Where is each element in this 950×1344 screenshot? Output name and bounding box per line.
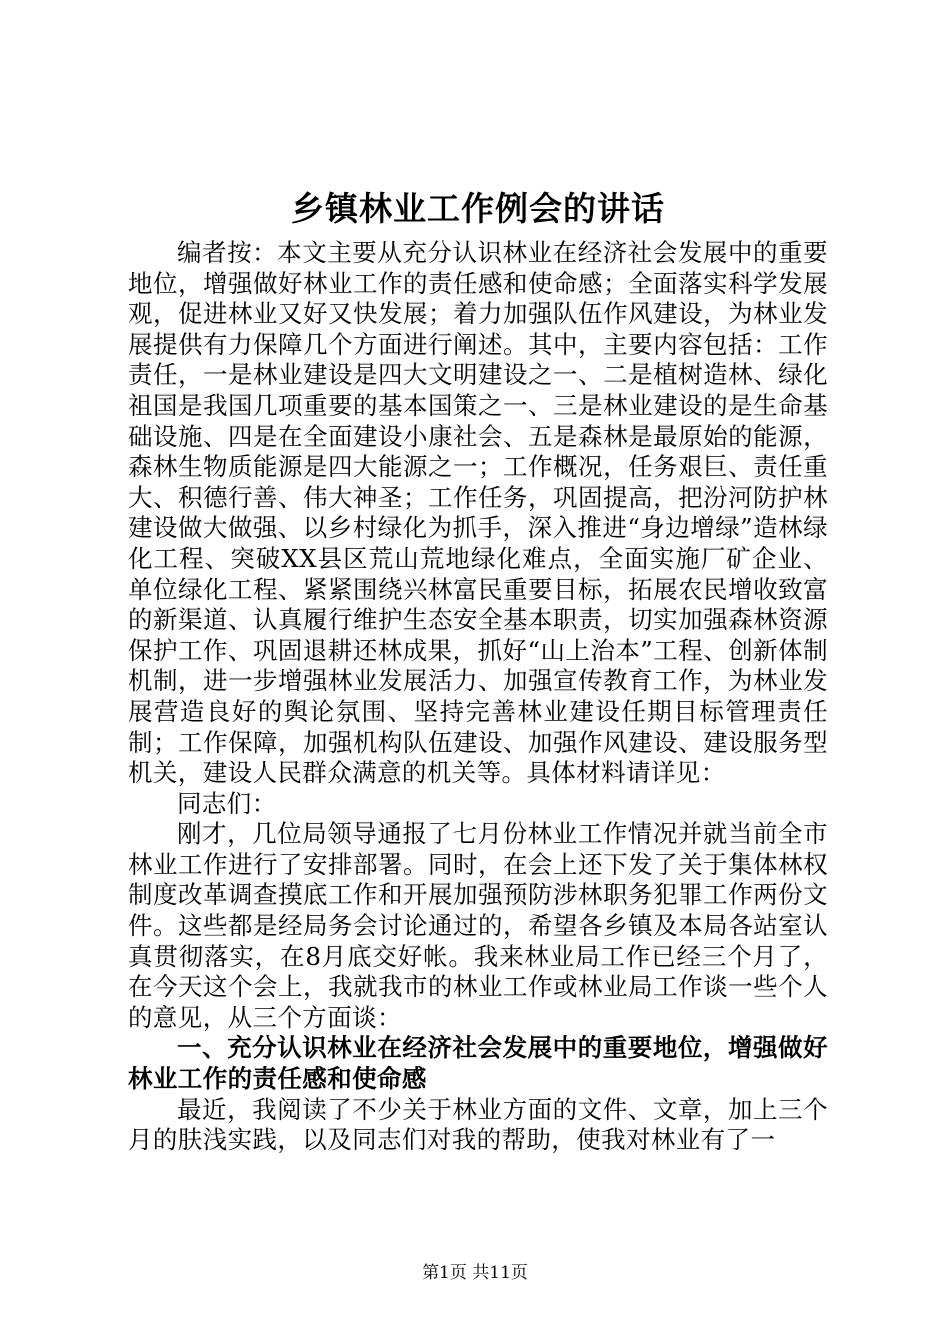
opening-paragraph: 刚才，几位局领导通报了七月份林业工作情况并就当前全市林业工作进行了安排部署。同时，在会上还下发了关于集体林权制度改革调查摸底工作和开展加强预防涉林职务犯罪工作两份文件。这些都是经局务会讨论通过的，希望各乡镇及本局各站室认真贯彻落实，在8月底交好帐。我来林业局工作已经三个月了，在今天这个会上，我就我市的林业工作或林业局工作谈一些个人的意见，从三个方面谈： [128,819,828,1032]
section-paragraph: 最近，我阅读了不少关于林业方面的文件、文章，加上三个月的肤浅实践，以及同志们对我的帮助，使我对林业有了一 [128,1094,828,1155]
page-footer: 第1页 共11页 [422,1263,528,1283]
document-body [128,182,828,1156]
document-title: 乡镇林业工作例会的讲话 [291,189,665,228]
salutation-paragraph: 同志们： [177,788,277,818]
editor-note-paragraph: 编者按：本文主要从充分认识林业在经济社会发展中的重要地位，增强做好林业工作的责任感和使命感；全面落实科学发展观，促进林业又好又快发展；着力加强队伍作风建设，为林业发展提供有力保障几个方面进行阐述。其中，主要内容包括：工作责任，一是林业建设是四大文明建设之一、二是植树造林、绿化祖国是我国几项重要的基本国策之一、三是林业建设的是生命基础设施、四是在全面建设小康社会、五是森林是最原始的能源，森林生物质能源是四大能源之一；工作概况，任务艰巨、责任重大、积德行善、伟大神圣；工作任务，巩固提高，把汾河防护林建设做大做强、以乡村绿化为抓手，深入推进“身边增绿”造林绿化工程、突破XX县区荒山荒地绿化难点，全面实施厂矿企业、单位绿化工程、紧紧围绕兴林富民重要目标，拓展农民增收致富的新渠道、认真履行维护生态安全基本职责，切实加强森林资源保护工作、巩固退耕还林成果，抓好“山上治本”工程、创新体制机制，进一步增强林业发展活力、加强宣传教育工作，为林业发展营造良好的舆论氛围、坚持完善林业建设任期目标管理责任制；工作保障，加强机构队伍建设、加强作风建设、建设服务型机关，建设人民群众满意的机关等。具体材料请详见： [128,238,828,788]
section-heading: 一、充分认识林业在经济社会发展中的重要地位，增强做好林业工作的责任感和使命感 [128,1033,828,1094]
